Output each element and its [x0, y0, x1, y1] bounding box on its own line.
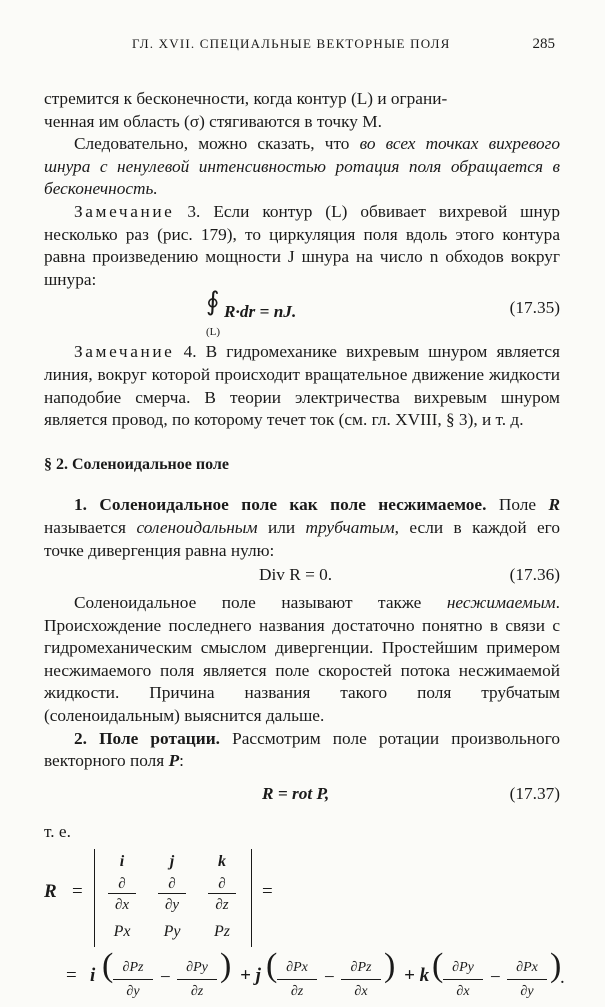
solen-lead: Соленоидальное поле называют также [74, 593, 447, 613]
expand-minus: − [324, 967, 335, 989]
equation-17-35 [44, 287, 560, 339]
frac-line [277, 979, 317, 980]
frac-num: ∂Px [516, 960, 538, 976]
running-head: ГЛ. XVII. СПЕЦИАЛЬНЫЕ ВЕКТОРНЫЕ ПОЛЯ [132, 36, 451, 51]
page-header [44, 36, 561, 60]
det-cell-k: k [218, 853, 226, 871]
frac-den: ∂y [520, 984, 534, 1000]
solen-italic: несжимаемым [446, 593, 556, 613]
solen-rest: . Происхождение последнего названия достаточно понятно в связи с гидромеханическим смыслом дивергенции. Простейшим примером несжимаемого поля является поле скоростей потока несжимаемой жидкости. Причина названия такого поля трубчатым (соленоидальным) выяснится дальше. [44, 593, 560, 726]
det-partial-den: ∂x [114, 897, 130, 914]
det-left-bar [94, 849, 95, 947]
expand-rparen: ) [550, 947, 562, 985]
det-equals-2: = [262, 881, 273, 903]
frac-num: ∂Py [186, 960, 208, 976]
expansion-formula [44, 947, 565, 1007]
para1-line2: ченная им область (σ) стягиваются в точку M. [44, 111, 382, 131]
equation-17-36 [44, 564, 560, 590]
remark-3 [44, 201, 560, 291]
equation-number: (17.35) [509, 298, 560, 318]
item1-heading: 1. Соленоидальное поле как поле несжимаемое. [74, 495, 487, 515]
det-cell-j: j [169, 853, 175, 871]
remark4-text: В гидромеханике вихревым шнуром является линия, вокруг которой происходит вращательное движение жидкости наподобие смерча. В теории электричества вихревым шнуром является провод, по которому течет ток (см. гл. XVIII, § 3), и т. д. [44, 342, 560, 430]
paragraph-solenoidal [44, 592, 560, 728]
equation-body: Div R = 0. [259, 565, 333, 585]
item2-colon: : [179, 751, 184, 771]
frac-num: ∂Py [452, 960, 474, 976]
det-cell-pz: Pz [214, 923, 230, 941]
frac-num: ∂Pz [350, 960, 372, 976]
page-number: 285 [532, 36, 555, 52]
item1-p4: , если в каждой его точке дивергенция равна нулю: [44, 517, 560, 560]
frac-line [113, 979, 153, 980]
item2-heading: 2. Поле ротации. [74, 728, 220, 748]
det-equals: = [72, 881, 83, 903]
remark4-number: 4. [183, 342, 197, 362]
expand-minus: − [160, 967, 171, 989]
item1-R: R [548, 495, 561, 515]
contour-integral-icon: ∮ [206, 287, 220, 317]
expand-k: + k [404, 965, 430, 987]
remark3-label: Замечание [74, 201, 175, 221]
frac-line [443, 979, 483, 980]
equation-number: (17.36) [509, 565, 560, 585]
expand-lparen: ( [102, 947, 114, 985]
remark3-text: Если контур (L) обвивает вихревой шнур несколько раз (рис. 179), то циркуляция поля вдоль этого контура равна произведению мощности J шнура на число n обходов вокруг шнура: [44, 201, 560, 289]
contour-label: (L) [206, 326, 221, 339]
item-2 [44, 728, 560, 773]
expand-period: . [560, 967, 565, 989]
item1-p3: или [257, 517, 306, 537]
frac-den: ∂x [354, 984, 368, 1000]
expand-i: i [90, 965, 96, 987]
frac-den: ∂z [190, 984, 204, 1000]
remark-4 [44, 341, 560, 431]
para2-italic: во всех точках вихревого шнура с ненулевой интенсивностью ротация поля обращается в бесконечность. [44, 134, 560, 199]
det-cell-i: i [119, 853, 125, 871]
para1-line1: стремится к бесконечности, когда контур (L) и ограни- [44, 89, 448, 108]
expand-minus: − [490, 967, 501, 989]
item2-P: P [168, 751, 180, 771]
det-right-bar [251, 849, 252, 947]
frac-num: ∂Pz [122, 960, 144, 976]
expand-equals: = [66, 965, 77, 987]
para2-lead: Следовательно, можно сказать, что [74, 134, 360, 154]
det-lhs: R [44, 881, 57, 903]
expand-lparen: ( [266, 947, 278, 985]
determinant-formula [44, 849, 560, 949]
det-cell-py: Py [163, 923, 181, 941]
paragraph-conclusion [44, 133, 560, 201]
item1-it2: трубчатым [305, 517, 395, 537]
item2-text: Рассмотрим поле ротации произвольного векторного поля [44, 728, 560, 771]
det-partial-num: ∂ [218, 876, 226, 893]
frac-num: ∂Px [286, 960, 308, 976]
expand-rparen: ) [220, 947, 232, 985]
expand-lparen: ( [432, 947, 444, 985]
frac-den: ∂x [456, 984, 470, 1000]
det-partial-den: ∂z [215, 897, 229, 914]
equation-body: R = rot P, [262, 783, 330, 803]
equation-17-37 [44, 783, 560, 809]
remark4-label: Замечание [74, 342, 175, 362]
frac-line [177, 979, 217, 980]
frac-den: ∂z [290, 984, 304, 1000]
paragraph-continuation [44, 88, 560, 133]
det-partial-num: ∂ [168, 876, 176, 893]
frac-line [341, 979, 381, 980]
item1-p1: Поле [486, 495, 549, 515]
item1-it1: соленоидальным [136, 517, 258, 537]
equation-number: (17.37) [509, 783, 560, 803]
expand-rparen: ) [384, 947, 396, 985]
det-cell-px: Px [113, 923, 131, 941]
te-label: т. е. [44, 821, 71, 841]
remark3-number: 3. [187, 201, 201, 221]
item-1 [44, 494, 560, 562]
expand-j: + j [240, 965, 261, 987]
det-partial-num: ∂ [118, 876, 126, 893]
det-partial-den: ∂y [164, 897, 180, 914]
section-title: § 2. Соленоидальное поле [44, 455, 229, 473]
frac-den: ∂y [126, 984, 140, 1000]
frac-line [507, 979, 547, 980]
page-body [44, 88, 565, 1007]
item1-p2: называется [44, 517, 137, 537]
equation-body: R·dr = nJ. [224, 302, 297, 322]
